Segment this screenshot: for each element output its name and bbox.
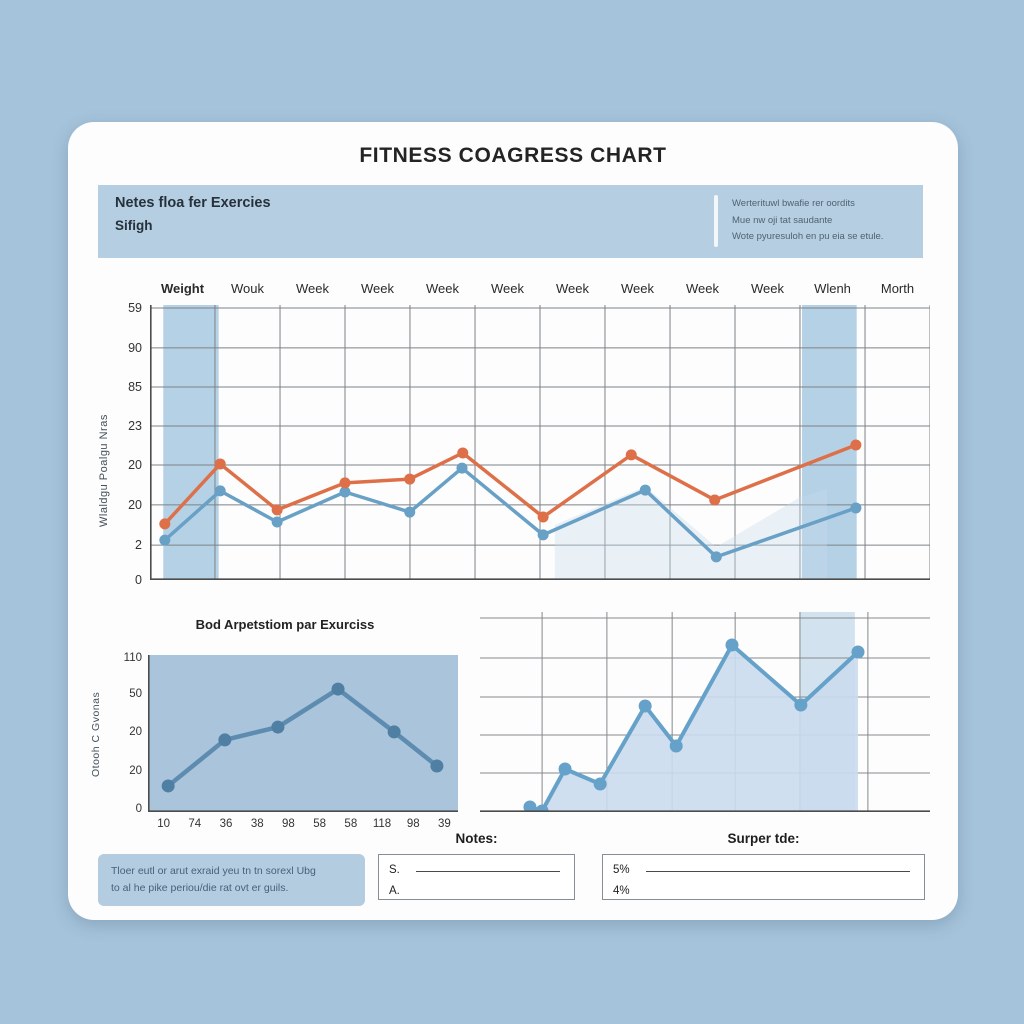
super-row-1[interactable]: [603, 855, 924, 876]
super-field-box[interactable]: [602, 854, 925, 900]
notes-item-s: S.: [389, 864, 400, 876]
main-chart-week-labels-3: Week: [361, 281, 394, 296]
header-right-line1: Werterituwl bwafie rer oordits: [732, 198, 855, 209]
header-left-block: [115, 195, 271, 233]
header-right-note: [732, 196, 912, 246]
main-chart-y-ticks-0: 59: [128, 301, 142, 316]
header-bar: [98, 185, 923, 258]
small-chart-x-ticks-8: 98: [406, 818, 420, 830]
header-left-line1: Netes floa fer Exercies: [115, 195, 271, 211]
summary-note-box: [98, 854, 365, 906]
main-chart-y-ticks-2: 85: [128, 379, 142, 394]
notes-section-label: Notes:: [455, 831, 498, 846]
small-chart-x-ticks-1: 74: [188, 818, 202, 830]
small-chart-x-ticks-6: 58: [344, 818, 358, 830]
notes-row-a[interactable]: [379, 876, 574, 897]
small-chart-x-ticks-9: 39: [438, 818, 451, 830]
small-chart-y-ticks-0: 110: [123, 651, 142, 664]
area-chart: [480, 612, 930, 812]
main-chart-week-labels-11: Morth: [880, 281, 915, 296]
small-chart-title: Bod Arpetstiom par Exurciss: [195, 617, 375, 632]
small-line-chart: [148, 655, 458, 812]
small-chart-x-ticks-5: 58: [313, 818, 327, 830]
main-chart-y-axis-label: Wlaldgu Poalgu Nras: [98, 414, 110, 527]
main-chart-week-labels-5: Week: [491, 281, 524, 296]
main-chart-week-labels-0: Weight: [160, 281, 205, 296]
main-chart-week-labels-9: Week: [751, 281, 784, 296]
small-chart-x-ticks-7: 118: [372, 818, 392, 830]
super-value-2: 4%: [613, 885, 630, 897]
main-chart-week-labels-2: Week: [296, 281, 329, 296]
main-chart-week-labels: [150, 281, 930, 299]
main-chart-y-ticks-7: 0: [135, 573, 142, 587]
small-chart-y-ticks-4: 0: [135, 802, 142, 815]
main-line-chart: [150, 305, 930, 580]
small-chart-x-ticks-4: 98: [282, 818, 295, 830]
small-chart-y-ticks-2: 20: [129, 726, 142, 739]
main-chart-y-ticks-6: 2: [135, 538, 142, 553]
main-chart-y-ticks-4: 20: [128, 458, 142, 473]
main-chart-y-ticks-1: 90: [128, 340, 142, 355]
main-chart-week-labels-1: Wouk: [231, 281, 264, 296]
super-row-2[interactable]: [603, 876, 924, 897]
header-divider: [714, 195, 718, 247]
small-chart-y-axis-label: Otooh C Gvonas: [90, 691, 102, 778]
main-chart-week-labels-7: Week: [621, 281, 654, 296]
small-chart-x-ticks-3: 38: [250, 818, 264, 830]
summary-note-line1: Tloer eutl or arut exraid yeu tn tn sorexl Ubg: [111, 865, 316, 877]
header-right-line3: Wote pyuresuloh en pu eia se etule.: [732, 231, 884, 243]
small-chart-y-ticks-1: 50: [129, 688, 142, 701]
notes-row-s[interactable]: [379, 855, 574, 876]
small-chart-x-ticks: [148, 818, 460, 830]
notes-item-a: A.: [389, 885, 400, 897]
main-chart-y-ticks-3: 23: [128, 419, 142, 433]
notes-blank-line-s[interactable]: [416, 862, 560, 872]
summary-note-line2: to al he pike periou/die rat ovt er guils.: [111, 882, 289, 895]
main-chart-week-labels-8: Week: [686, 281, 719, 296]
small-chart-y-ticks: [100, 651, 142, 815]
page-title: FITNESS COAGRESS CHART: [359, 144, 667, 167]
main-chart-week-labels-6: Week: [556, 281, 589, 296]
main-chart-y-ticks-5: 20: [128, 497, 142, 512]
small-chart-x-ticks-0: 10: [157, 818, 170, 830]
super-value-1: 5%: [613, 864, 630, 876]
notes-field-box[interactable]: [378, 854, 575, 900]
super-blank-line[interactable]: [646, 862, 910, 872]
main-chart-week-labels-10: Wlenh: [814, 281, 851, 296]
header-left-line2: Sifigh: [115, 218, 153, 233]
small-chart-y-ticks-3: 20: [129, 764, 142, 777]
main-chart-week-labels-4: Week: [426, 281, 459, 296]
header-right-line2: Mue nw oji tat saudante: [732, 214, 833, 226]
super-section-label: Surper tde:: [727, 831, 800, 846]
small-chart-x-ticks-2: 36: [219, 818, 233, 830]
